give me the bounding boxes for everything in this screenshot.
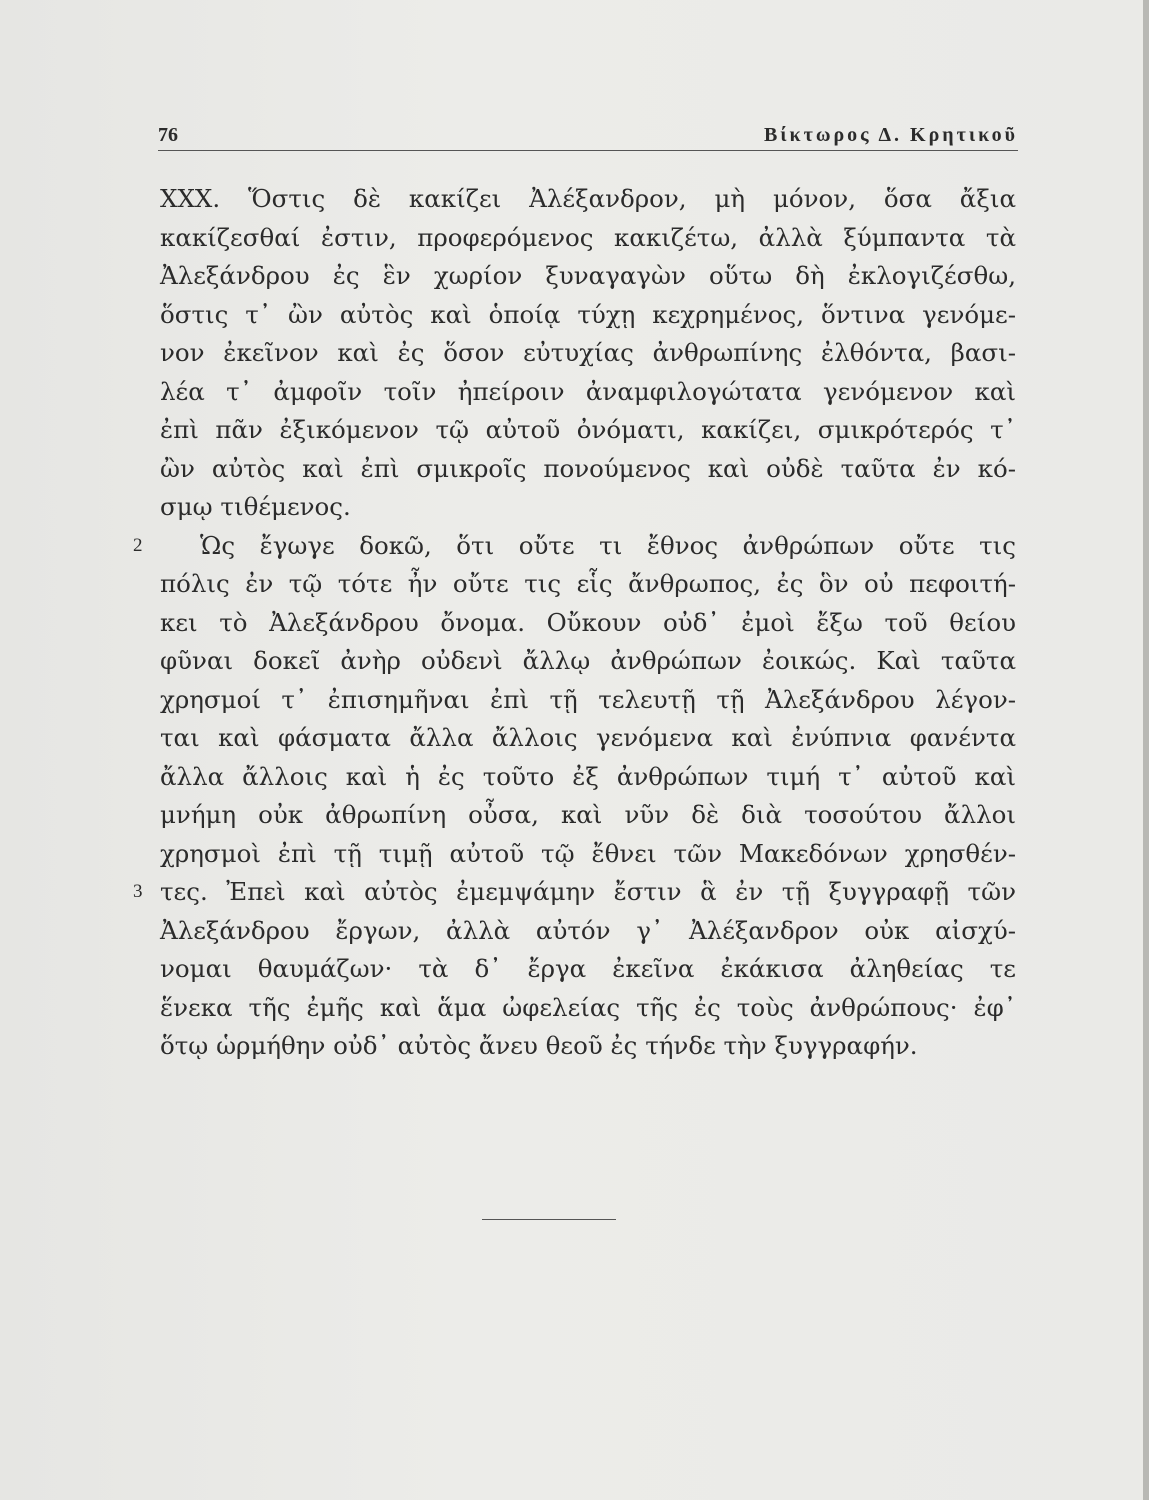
text-line: τες. Ἐπεὶ καὶ αὐτὸς ἐμεμψάμην ἔστιν ἃ ἐν τῇ ξυγγραφῇ τῶν — [160, 877, 1016, 906]
page-number: 76 — [158, 124, 178, 146]
section-number-3: 3 — [133, 881, 143, 902]
text-line: ὅστις τ᾽ ὢν αὐτὸς καὶ ὁποίᾳ τύχῃ κεχρημένος, ὅντινα γενόμε- — [160, 299, 1016, 329]
text-line: Ὡς ἔγωγε δοκῶ, ὅτι οὔτε τι ἔθνος ἀνθρώπων οὔτε τις — [200, 530, 1016, 560]
text-line: φῦναι δοκεῖ ἀνὴρ οὐδενὶ ἄλλῳ ἀνθρώπων ἐοικώς. Καὶ ταῦτα — [160, 646, 1016, 675]
text-line: ἄλλα ἄλλοις καὶ ἡ ἐς τοῦτο ἐξ ἀνθρώπων τιμή τ᾽ αὐτοῦ καὶ — [160, 761, 1016, 791]
text-line: ὅτῳ ὡρμήθην οὐδ᾽ αὐτὸς ἄνευ θεοῦ ἐς τήνδε τὴν ξυγγραφήν. — [160, 1031, 918, 1060]
page-edge — [1143, 0, 1149, 1500]
text-line: κακίζεσθαί ἐστιν, προφερόμενος κακιζέτω, ἀλλὰ ξύμπαντα τὰ — [160, 222, 1016, 252]
text-line: Ἀλεξάνδρου ἔργων, ἀλλὰ αὐτόν γ᾽ Ἀλέξανδρον οὐκ αἰσχύ- — [160, 915, 1016, 945]
text-line: πόλις ἐν τῷ τότε ἦν οὔτε τις εἷς ἄνθρωπος, ἐς ὃν οὐ πεφοιτή- — [160, 569, 1016, 598]
text-line: σμῳ τιθέμενος. — [160, 492, 351, 521]
running-head-title: Βίκτωρος Δ. Κρητικοῦ — [763, 124, 1018, 146]
text-line: νον ἐκεῖνον καὶ ἐς ὅσον εὐτυχίας ἀνθρωπίνης ἐλθόντα, βασι- — [160, 338, 1016, 367]
section-line — [133, 527, 1016, 566]
text-line: ὢν αὐτὸς καὶ ἐπὶ σμικροῖς πονούμενος καὶ οὐδὲ ταῦτα ἐν κό- — [160, 453, 1016, 483]
running-head — [158, 120, 1018, 151]
text-line: λέα τ᾽ ἀμφοῖν τοῖν ἠπείροιν ἀναμφιλογώτατα γενόμενον καὶ — [160, 376, 1016, 406]
body-text — [133, 180, 1016, 1066]
text-line: μνήμη οὐκ ἀθρωπίνη οὖσα, καὶ νῦν δὲ διὰ τοσούτου ἄλλοι — [160, 800, 1016, 829]
text-line: ἕνεκα τῆς ἐμῆς καὶ ἅμα ὠφελείας τῆς ἐς τοὺς ἀνθρώπους· ἐφ᾽ — [160, 992, 1016, 1022]
text-line: XXX. Ὅστις δὲ κακίζει Ἀλέξανδρον, μὴ μόνον, ὅσα ἄξια — [160, 184, 1016, 213]
section-end-rule — [482, 1219, 616, 1220]
text-line: ται καὶ φάσματα ἄλλα ἄλλοις γενόμενα καὶ ἐνύπνια φανέντα — [160, 723, 1016, 752]
section-line — [133, 873, 1016, 912]
text-line: χρησμοὶ ἐπὶ τῇ τιμῇ αὐτοῦ τῷ ἔθνει τῶν Μακεδόνων χρησθέν- — [160, 838, 1016, 868]
text-line: κει τὸ Ἀλεξάνδρου ὄνομα. Οὔκουν οὐδ᾽ ἐμοὶ ἔξω τοῦ θείου — [160, 607, 1016, 637]
text-line: χρησμοί τ᾽ ἐπισημῆναι ἐπὶ τῇ τελευτῇ τῇ Ἀλεξάνδρου λέγον- — [160, 684, 1016, 714]
text-line: ἐπὶ πᾶν ἐξικόμενον τῷ αὐτοῦ ὀνόματι, κακίζει, σμικρότερός τ᾽ — [160, 415, 1016, 444]
text-line: νομαι θαυμάζων· τὰ δ᾽ ἔργα ἐκεῖνα ἐκάκισα ἀληθείας τε — [160, 954, 1016, 983]
text-line: Ἀλεξάνδρου ἐς ἓν χωρίον ξυναγαγὼν οὕτω δὴ ἐκλογιζέσθω, — [160, 261, 1016, 290]
section-number-2: 2 — [133, 534, 143, 556]
